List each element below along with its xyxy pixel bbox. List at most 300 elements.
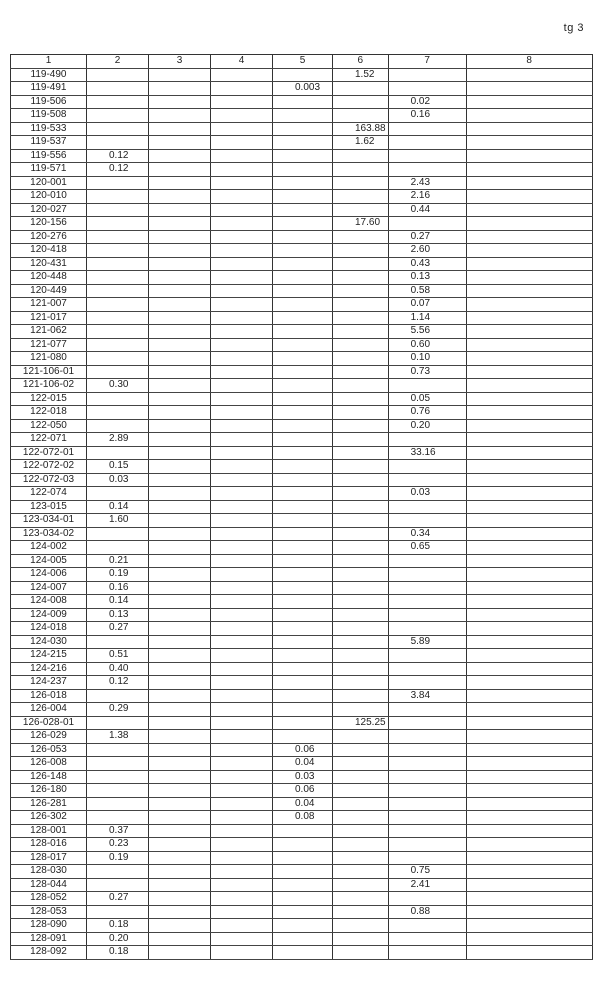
value-cell (211, 797, 273, 811)
table-row (11, 689, 593, 703)
value-cell (211, 149, 273, 163)
value-cell (87, 338, 149, 352)
value-cell: 0.18 (87, 946, 149, 960)
value-cell (87, 271, 149, 285)
value-cell (388, 892, 466, 906)
value-cell: 0.51 (87, 649, 149, 663)
value-cell (466, 271, 592, 285)
value-cell (149, 514, 211, 528)
value-cell (466, 149, 592, 163)
value-cell (273, 838, 333, 852)
value-cell: 0.73 (388, 365, 466, 379)
value-cell: 0.16 (87, 581, 149, 595)
value-cell (273, 851, 333, 865)
value-cell: 1.62 (333, 136, 389, 150)
value-cell (388, 743, 466, 757)
parcel-code-cell: 122-072-02 (11, 460, 87, 474)
value-cell (466, 662, 592, 676)
value-cell (211, 163, 273, 177)
value-cell (333, 419, 389, 433)
value-cell (149, 730, 211, 744)
value-cell: 0.13 (388, 271, 466, 285)
table-row (11, 824, 593, 838)
value-cell (466, 568, 592, 582)
value-cell: 0.20 (388, 419, 466, 433)
value-cell (149, 122, 211, 136)
column-header: 1 (11, 55, 87, 69)
table-row (11, 716, 593, 730)
table-row (11, 68, 593, 82)
value-cell (149, 392, 211, 406)
value-cell (466, 122, 592, 136)
value-cell (211, 919, 273, 933)
value-cell (87, 136, 149, 150)
value-cell (466, 257, 592, 271)
value-cell (211, 82, 273, 96)
value-cell: 0.65 (388, 541, 466, 555)
value-cell (87, 527, 149, 541)
table-row (11, 365, 593, 379)
value-cell (273, 500, 333, 514)
value-cell (149, 230, 211, 244)
value-cell (87, 406, 149, 420)
value-cell (211, 487, 273, 501)
value-cell (149, 203, 211, 217)
value-cell (466, 446, 592, 460)
parcel-code-cell: 122-050 (11, 419, 87, 433)
value-cell (273, 460, 333, 474)
value-cell (333, 82, 389, 96)
value-cell (211, 892, 273, 906)
value-cell (273, 676, 333, 690)
value-cell: 1.14 (388, 311, 466, 325)
value-cell (149, 284, 211, 298)
value-cell: 0.27 (388, 230, 466, 244)
value-cell (211, 419, 273, 433)
value-cell: 0.08 (273, 811, 333, 825)
value-cell (273, 68, 333, 82)
value-cell (388, 68, 466, 82)
value-cell (466, 68, 592, 82)
parcel-code-cell: 126-029 (11, 730, 87, 744)
column-header: 4 (211, 55, 273, 69)
value-cell (211, 595, 273, 609)
value-cell (466, 109, 592, 123)
value-cell (87, 797, 149, 811)
table-row (11, 784, 593, 798)
value-cell: 33.16 (388, 446, 466, 460)
value-cell (333, 541, 389, 555)
parcel-code-cell: 126-018 (11, 689, 87, 703)
parcel-code-cell: 120-010 (11, 190, 87, 204)
parcel-code-cell: 126-180 (11, 784, 87, 798)
parcel-code-cell: 128-052 (11, 892, 87, 906)
table-row (11, 743, 593, 757)
value-cell (333, 406, 389, 420)
value-cell (87, 257, 149, 271)
value-cell (333, 298, 389, 312)
value-cell (149, 365, 211, 379)
value-cell (466, 689, 592, 703)
parcel-code-cell: 119-506 (11, 95, 87, 109)
table-row (11, 622, 593, 636)
value-cell: 0.44 (388, 203, 466, 217)
value-cell (149, 379, 211, 393)
value-cell (333, 176, 389, 190)
value-cell (273, 338, 333, 352)
parcel-code-cell: 126-008 (11, 757, 87, 771)
value-cell (211, 649, 273, 663)
table-row (11, 703, 593, 717)
value-cell (333, 568, 389, 582)
value-cell (149, 433, 211, 447)
value-cell (466, 406, 592, 420)
value-cell (87, 905, 149, 919)
value-cell (333, 851, 389, 865)
parcel-code-cell: 122-072-03 (11, 473, 87, 487)
value-cell (466, 649, 592, 663)
value-cell (333, 892, 389, 906)
value-cell (466, 433, 592, 447)
value-cell (273, 635, 333, 649)
parcel-code-cell: 121-106-01 (11, 365, 87, 379)
value-cell (388, 460, 466, 474)
value-cell (466, 595, 592, 609)
parcel-code-cell: 119-556 (11, 149, 87, 163)
value-cell (333, 190, 389, 204)
value-cell (273, 149, 333, 163)
value-cell (388, 163, 466, 177)
value-cell: 125.25 (333, 716, 389, 730)
value-cell (466, 325, 592, 339)
value-cell (388, 824, 466, 838)
parcel-code-cell: 119-508 (11, 109, 87, 123)
value-cell (273, 298, 333, 312)
value-cell: 0.04 (273, 757, 333, 771)
column-header-row (11, 55, 593, 69)
table-row (11, 271, 593, 285)
value-cell: 0.19 (87, 568, 149, 582)
value-cell: 5.56 (388, 325, 466, 339)
table-row (11, 176, 593, 190)
value-cell (466, 892, 592, 906)
value-cell (149, 608, 211, 622)
table-row (11, 581, 593, 595)
value-cell (273, 406, 333, 420)
value-cell (211, 635, 273, 649)
value-cell (149, 838, 211, 852)
value-cell (211, 352, 273, 366)
table-row (11, 797, 593, 811)
value-cell (273, 716, 333, 730)
value-cell (466, 352, 592, 366)
parcel-code-cell: 124-002 (11, 541, 87, 555)
value-cell (466, 190, 592, 204)
value-cell (466, 230, 592, 244)
value-cell (211, 514, 273, 528)
value-cell (211, 865, 273, 879)
value-cell (211, 770, 273, 784)
value-cell (149, 568, 211, 582)
value-cell (87, 325, 149, 339)
value-cell (149, 811, 211, 825)
value-cell (149, 649, 211, 663)
data-table (10, 54, 593, 960)
value-cell (333, 595, 389, 609)
value-cell (466, 244, 592, 258)
value-cell (273, 514, 333, 528)
value-cell: 0.76 (388, 406, 466, 420)
value-cell (333, 379, 389, 393)
value-cell (333, 757, 389, 771)
value-cell (87, 865, 149, 879)
parcel-code-cell: 120-276 (11, 230, 87, 244)
parcel-code-cell: 128-001 (11, 824, 87, 838)
value-cell (211, 176, 273, 190)
value-cell: 0.37 (87, 824, 149, 838)
value-cell (149, 892, 211, 906)
value-cell (333, 149, 389, 163)
value-cell (466, 460, 592, 474)
value-cell (388, 136, 466, 150)
value-cell (333, 95, 389, 109)
table-row (11, 595, 593, 609)
value-cell (149, 905, 211, 919)
value-cell (273, 595, 333, 609)
value-cell (333, 905, 389, 919)
value-cell (333, 797, 389, 811)
value-cell (466, 82, 592, 96)
parcel-code-cell: 126-302 (11, 811, 87, 825)
value-cell (149, 298, 211, 312)
value-cell (149, 595, 211, 609)
parcel-code-cell: 120-448 (11, 271, 87, 285)
value-cell: 0.19 (87, 851, 149, 865)
value-cell (333, 352, 389, 366)
value-cell (273, 689, 333, 703)
value-cell (333, 244, 389, 258)
value-cell (273, 473, 333, 487)
value-cell: 0.58 (388, 284, 466, 298)
value-cell (87, 541, 149, 555)
table-body (11, 68, 593, 959)
value-cell (466, 676, 592, 690)
value-cell (87, 230, 149, 244)
value-cell (273, 527, 333, 541)
value-cell (87, 716, 149, 730)
page-number-label: tg 3 (563, 22, 584, 34)
table-row (11, 433, 593, 447)
value-cell: 0.16 (388, 109, 466, 123)
value-cell (211, 851, 273, 865)
value-cell (333, 743, 389, 757)
value-cell (466, 797, 592, 811)
value-cell (211, 257, 273, 271)
value-cell (211, 203, 273, 217)
value-cell: 0.07 (388, 298, 466, 312)
table-row (11, 406, 593, 420)
value-cell (388, 946, 466, 960)
value-cell (466, 176, 592, 190)
value-cell: 0.30 (87, 379, 149, 393)
value-cell (87, 352, 149, 366)
value-cell (388, 622, 466, 636)
value-cell (149, 82, 211, 96)
value-cell (466, 716, 592, 730)
value-cell: 2.41 (388, 878, 466, 892)
parcel-code-cell: 124-007 (11, 581, 87, 595)
value-cell (87, 635, 149, 649)
value-cell: 0.60 (388, 338, 466, 352)
parcel-code-cell: 122-072-01 (11, 446, 87, 460)
value-cell (466, 473, 592, 487)
value-cell (149, 176, 211, 190)
parcel-code-cell: 119-490 (11, 68, 87, 82)
value-cell (466, 622, 592, 636)
table-row (11, 554, 593, 568)
value-cell (149, 946, 211, 960)
value-cell (211, 95, 273, 109)
value-cell (333, 811, 389, 825)
value-cell: 2.16 (388, 190, 466, 204)
value-cell (466, 392, 592, 406)
value-cell (388, 797, 466, 811)
value-cell (211, 838, 273, 852)
value-cell (388, 500, 466, 514)
value-cell (466, 919, 592, 933)
value-cell (466, 541, 592, 555)
value-cell (149, 487, 211, 501)
table-row (11, 919, 593, 933)
value-cell (149, 109, 211, 123)
table-row (11, 676, 593, 690)
value-cell (388, 703, 466, 717)
parcel-code-cell: 126-004 (11, 703, 87, 717)
value-cell (466, 635, 592, 649)
value-cell (211, 311, 273, 325)
value-cell: 1.38 (87, 730, 149, 744)
value-cell (273, 946, 333, 960)
value-cell (466, 311, 592, 325)
value-cell (149, 703, 211, 717)
table-row (11, 379, 593, 393)
value-cell (388, 379, 466, 393)
value-cell (388, 149, 466, 163)
parcel-code-cell: 121-106-02 (11, 379, 87, 393)
value-cell (211, 905, 273, 919)
value-cell (149, 190, 211, 204)
table-row (11, 635, 593, 649)
value-cell (333, 446, 389, 460)
value-cell (388, 649, 466, 663)
value-cell (273, 892, 333, 906)
value-cell (466, 608, 592, 622)
value-cell (211, 946, 273, 960)
value-cell (466, 946, 592, 960)
value-cell: 17.60 (333, 217, 389, 231)
value-cell (87, 82, 149, 96)
value-cell: 0.27 (87, 622, 149, 636)
value-cell (388, 473, 466, 487)
parcel-code-cell: 128-030 (11, 865, 87, 879)
value-cell (87, 689, 149, 703)
value-cell (333, 554, 389, 568)
value-cell: 0.12 (87, 163, 149, 177)
value-cell (333, 878, 389, 892)
value-cell (333, 689, 389, 703)
parcel-code-cell: 122-071 (11, 433, 87, 447)
table-row (11, 311, 593, 325)
value-cell (273, 703, 333, 717)
table-row (11, 608, 593, 622)
value-cell (466, 581, 592, 595)
value-cell (333, 109, 389, 123)
value-cell (149, 622, 211, 636)
value-cell (211, 554, 273, 568)
value-cell (333, 676, 389, 690)
parcel-code-cell: 119-491 (11, 82, 87, 96)
value-cell (211, 568, 273, 582)
value-cell (273, 581, 333, 595)
value-cell (273, 541, 333, 555)
table-row (11, 649, 593, 663)
value-cell (388, 514, 466, 528)
value-cell (333, 473, 389, 487)
parcel-code-cell: 128-091 (11, 932, 87, 946)
value-cell (273, 325, 333, 339)
value-cell (333, 946, 389, 960)
value-cell (388, 676, 466, 690)
value-cell (211, 190, 273, 204)
value-cell: 0.12 (87, 676, 149, 690)
parcel-code-cell: 124-005 (11, 554, 87, 568)
value-cell (333, 365, 389, 379)
table-row (11, 932, 593, 946)
value-cell: 0.06 (273, 743, 333, 757)
value-cell (333, 527, 389, 541)
value-cell (333, 919, 389, 933)
value-cell (87, 784, 149, 798)
value-cell (211, 109, 273, 123)
value-cell (149, 271, 211, 285)
table-row (11, 757, 593, 771)
value-cell: 0.27 (87, 892, 149, 906)
parcel-code-cell: 120-156 (11, 217, 87, 231)
value-cell (388, 82, 466, 96)
value-cell (87, 190, 149, 204)
value-cell (149, 676, 211, 690)
value-cell (149, 689, 211, 703)
value-cell (388, 757, 466, 771)
value-cell (149, 662, 211, 676)
value-cell (333, 608, 389, 622)
value-cell (388, 770, 466, 784)
table-row (11, 460, 593, 474)
value-cell (466, 217, 592, 231)
table-row (11, 244, 593, 258)
value-cell (211, 406, 273, 420)
value-cell (273, 244, 333, 258)
parcel-code-cell: 120-027 (11, 203, 87, 217)
value-cell (149, 136, 211, 150)
value-cell (87, 68, 149, 82)
parcel-code-cell: 124-215 (11, 649, 87, 663)
parcel-code-cell: 119-533 (11, 122, 87, 136)
value-cell (87, 298, 149, 312)
value-cell (333, 784, 389, 798)
value-cell (466, 338, 592, 352)
value-cell (211, 379, 273, 393)
